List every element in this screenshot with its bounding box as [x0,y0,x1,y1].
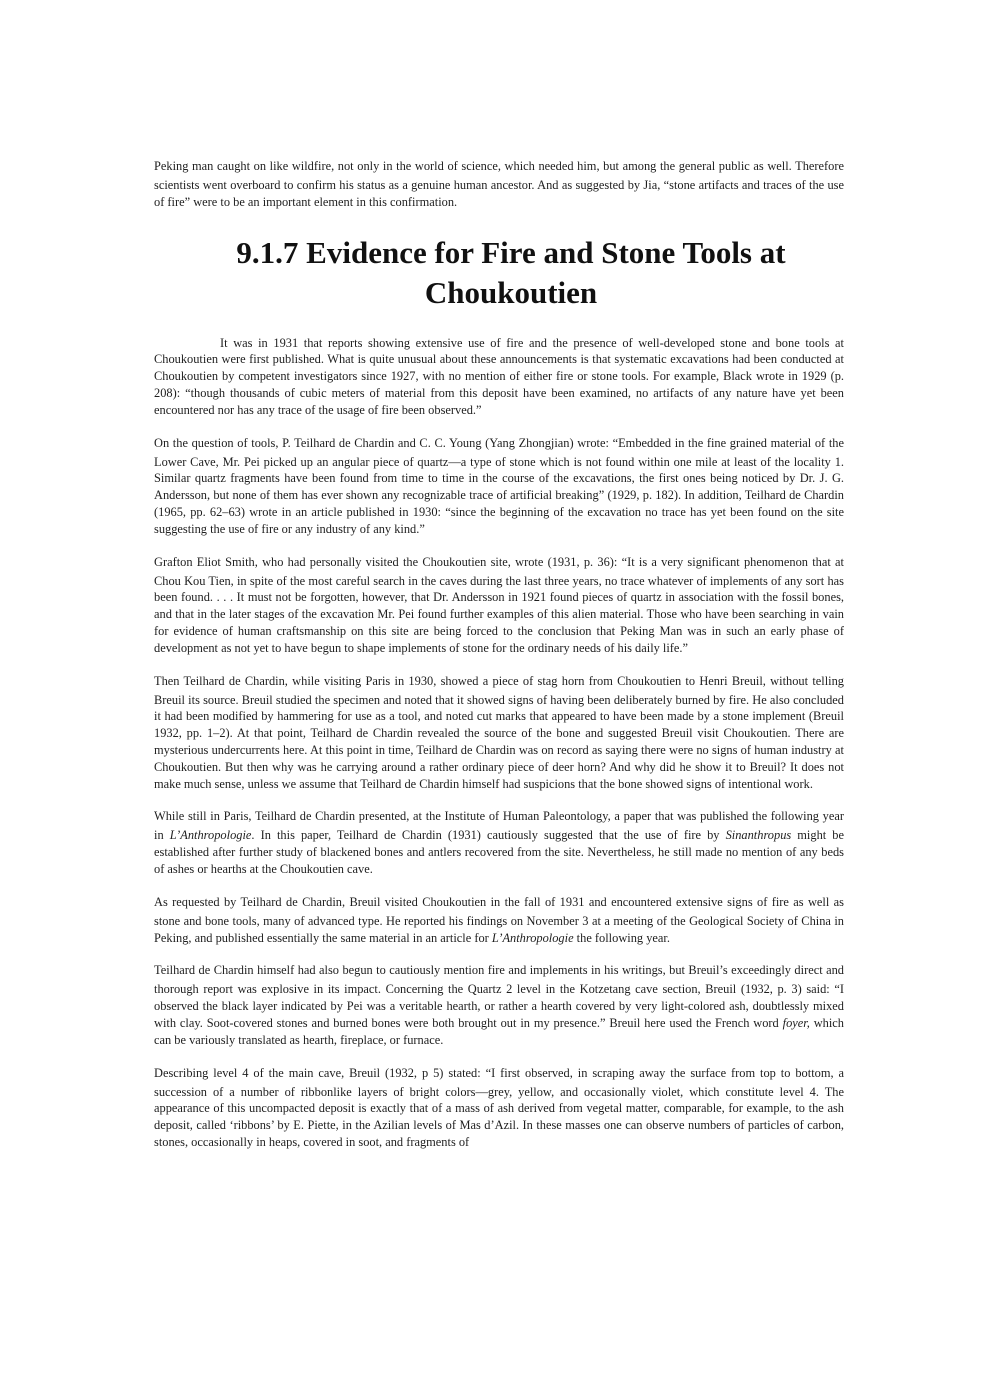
paragraph-7-text-b: which can be variously translated as hearth, fireplace, or furnace. [154,1015,844,1047]
section-heading: 9.1.7 Evidence for Fire and Stone Tools at Choukoutien [236,234,786,310]
paragraph-5 [154,805,844,877]
paragraph-7-text-a: Teilhard de Chardin himself had also begun to cautiously mention fire and implements in his writings, but Breuil’s exceedingly direct and thorough report was explosive in its impact. Concerning the Quartz 2 level in the Kotzetang cave section, Breuil (1932, p. 3) said: “I observed the black layer indicated by Pei was a veritable hearth, or rather a hearth covered by very light-colored ash, doubtlessly mixed with clay. Soot-covered stones and burned bones were both brought out in my presence.” Breuil here used the French word [154,963,844,1030]
paragraph-7 [154,959,844,1048]
paragraph-3: Grafton Eliot Smith, who had personally visited the Choukoutien site, wrote (1931, p. 36): “It is a very significant phenomenon that at Chou Kou Tien, in spite of the most careful search in the caves during the last three years, no trace whatever of implements of any sort has been found. . . . It must not be forgotten, however, that Dr. Andersson in 1921 found pieces of quartz in association with the fossil bones, and that in the later stages of the excavation Mr. Pei found further examples of this alien material. Those who have been searching in vain for evidence of human craftsmanship on this site are being forced to the conclusion that Peking Man was in such an early phase of development as not yet to have begun to shape implements of stone for the ordinary needs of his daily life.” [154,554,844,655]
paragraph-6-text-a: As requested by Teilhard de Chardin, Breuil visited Choukoutien in the fall of 1931 and encountered extensive signs of fire as well as stone and bone tools, many of advanced type. He reported his findings on November 3 at a meeting of the Geological Society of China in Peking, and published essentially the same material in an article for [154,894,844,945]
intro-paragraph: Peking man caught on like wildfire, not only in the world of science, which needed him, but among the general public as well. Therefore scientists went overboard to confirm his status as a genuine human ancestor. And as suggested by Jia, “stone artifacts and traces of the use of fire” were to be an important element in this confirmation. [154,159,844,209]
paragraph-5-text-a: While still in Paris, Teilhard de Chardin presented, at the Institute of Human Paleontology, a paper that was published the following year in [154,809,844,843]
paragraph-6-text-b: the following year. [573,930,670,945]
paragraph-1: It was in 1931 that reports showing extensive use of fire and the presence of well-developed stone and bone tools at Choukoutien were first published. What is quite unusual about these announcements is that systematic excavations had been conducted at Choukoutien by competent investigators since 1927, with no mention of either fire or stone tools. For example, Black wrote in 1929 (p. 208): “though thousands of cubic meters of material from this deposit have been examined, no artifacts of any nature have yet been encountered nor has any trace of the usage of fire been observed.” [154,335,844,417]
paragraph-8: Describing level 4 of the main cave, Breuil (1932, p 5) stated: “I first observed, in scraping away the surface from top to bottom, a succession of a number of ribbonlike layers of bright colors—grey, yellow, and occasionally violet, which constitute level 4. The appearance of this uncompacted deposit is exactly that of a mass of ash derived from vegetal matter, comparable, for example, to the ash deposit, called ‘ribbons’ by E. Piette, in the Azilian levels of Mas d’Azil. In these masses one can observe numbers of particles of carbon, stones, occasionally in heaps, covered in soot, and fragments of [154,1065,844,1149]
paragraph-5-text-b: . In this paper, Teilhard de Chardin (1931) cautiously suggested that the use of fire by [251,828,726,843]
document-page [154,155,844,1151]
journal-title: L’Anthropologie [169,828,252,843]
paragraph-5-text-c: might be established after further study of blackened bones and antlers recovered from the site. Nevertheless, he still made no mention of any beds of ashes or hearths at the Choukoutien cave. [154,828,844,876]
paragraph-4: Then Teilhard de Chardin, while visiting Paris in 1930, showed a piece of stag horn from Choukoutien to Henri Breuil, without telling Breuil its source. Breuil studied the specimen and noted that it showed signs of having been deliberately burned by fire. He also concluded it had been modified by hammering for use as a tool, and noted cut marks that appeared to have been made by a stone implement (Breuil 1932, pp. 1–2). At that point, Teilhard de Chardin revealed the source of the bone and suggested Breuil visit Choukoutien. There are mysterious undercurrents here. At this point in time, Teilhard de Chardin was on record as saying there were no signs of human industry at Choukoutien. But then why was he carrying around a rather ordinary piece of deer horn? And why did he show it to Breuil? It does not make much sense, unless we assume that Teilhard de Chardin himself had suspicions that the bone showed signs of intentional work. [154,673,844,791]
french-word: foyer, [782,1015,810,1030]
paragraph-2: On the question of tools, P. Teilhard de Chardin and C. C. Young (Yang Zhongjian) wrote: “Embedded in the fine grained material of the Lower Cave, Mr. Pei picked up an angular piece of quartz—a type of stone which is not found within one mile at least of the locality 1. Similar quartz fragments have been found from time to time in the course of the excavations, the first ones being noticed by Dr. J. G. Andersson, but none of them has ever shown any recognizable trace of artificial breaking” (1929, p. 182). In addition, Teilhard de Chardin (1965, pp. 62–63) wrote in an article published in 1930: “since the beginning of the excavation no trace has yet been found on the site suggesting the use of fire or any industry of any kind.” [154,435,844,536]
paragraph-6 [154,891,844,947]
genus-name: Sinanthropus [725,828,792,843]
journal-title: L’Anthropologie [491,930,574,945]
